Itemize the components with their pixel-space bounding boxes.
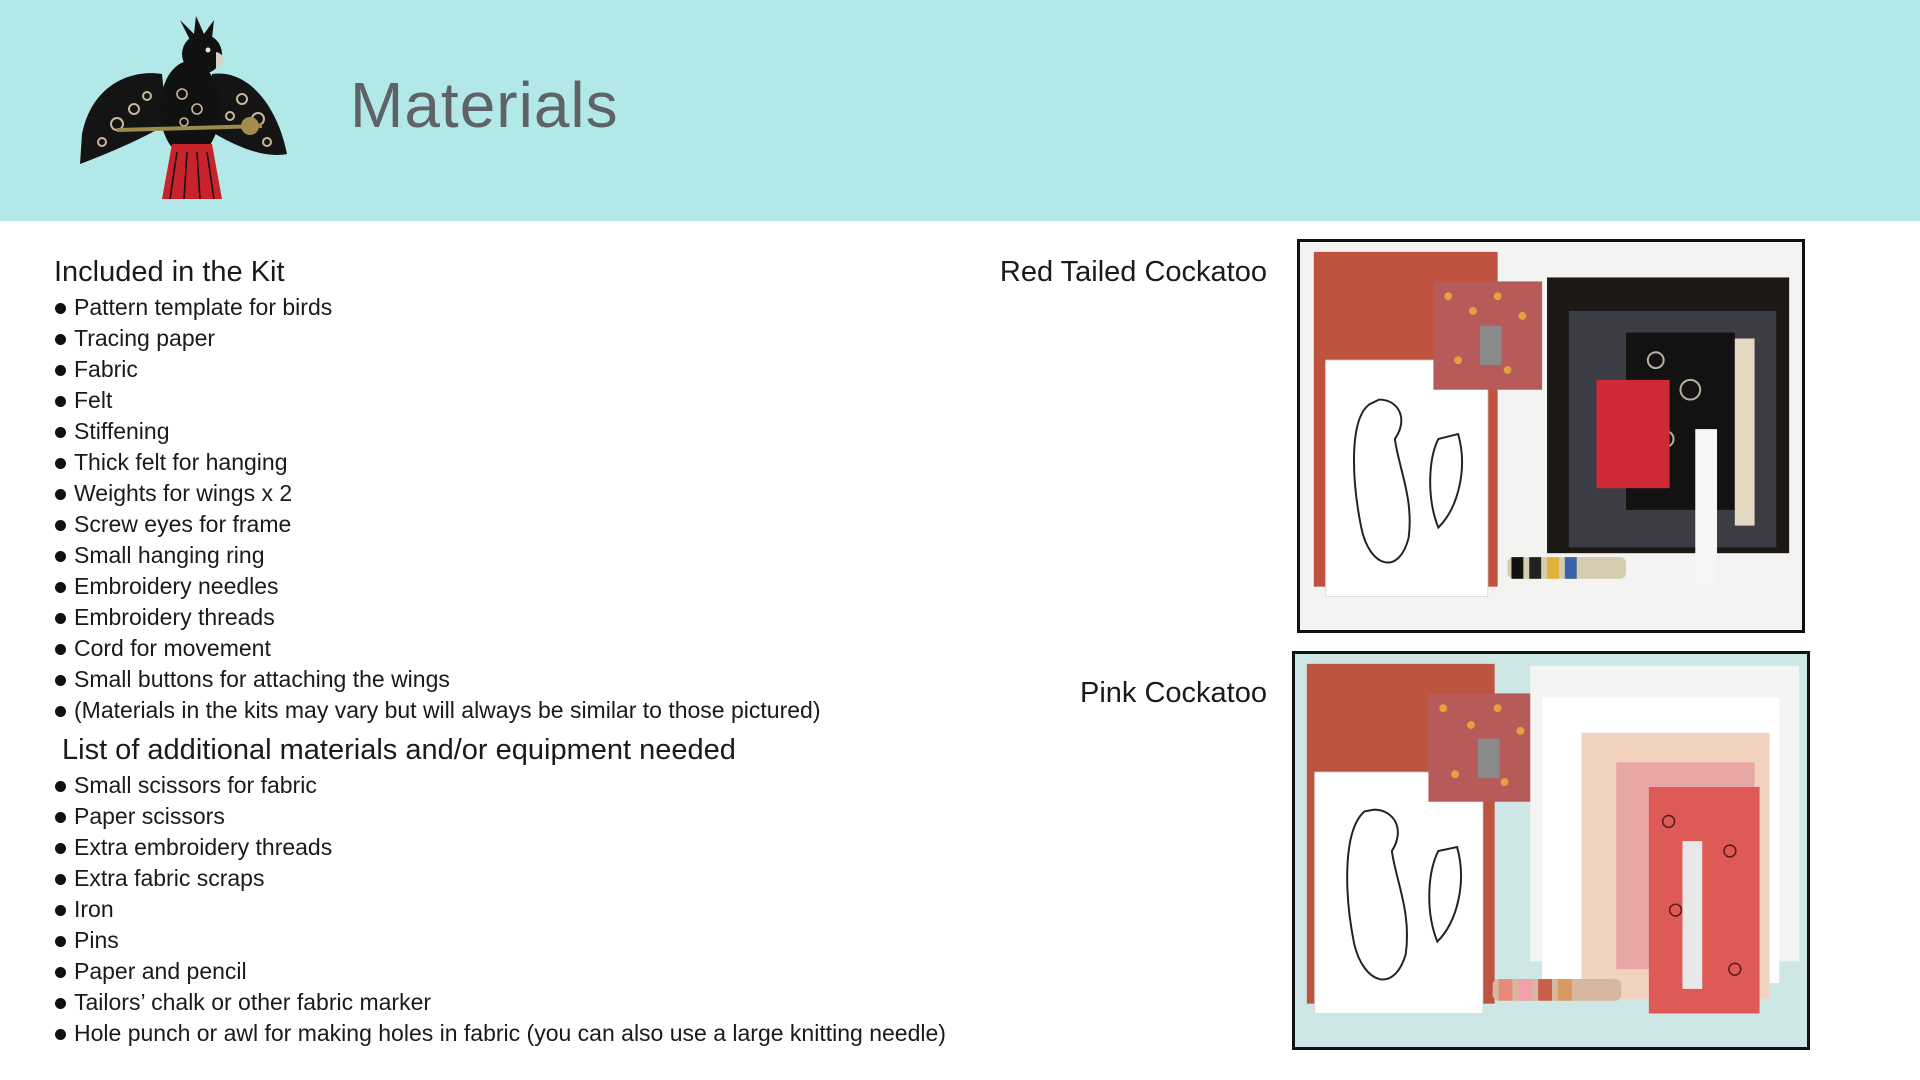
list-item: Tracing paper [54,323,974,354]
additional-materials-list [54,770,974,1049]
list-item: (Materials in the kits may vary but will always be similar to those pictured) [54,695,974,726]
bullet-icon [55,334,66,345]
list-item: Fabric [54,354,974,385]
bullet-icon [55,706,66,717]
list-item: Extra fabric scraps [54,863,974,894]
list-item: Pins [54,925,974,956]
bullet-icon [55,905,66,916]
included-kit-list [54,292,974,726]
list-item: Screw eyes for frame [54,509,974,540]
bullet-icon [55,303,66,314]
bullet-icon [55,520,66,531]
pink-cockatoo-label: Pink Cockatoo [1080,677,1267,709]
cockatoo-logo-icon [62,14,294,208]
bullet-icon [55,396,66,407]
red-tailed-cockatoo-kit-photo [1297,239,1805,633]
list-item: Hole punch or awl for making holes in fabric (you can also use a large knitting needle) [54,1018,974,1049]
bullet-icon [55,458,66,469]
bullet-icon [55,1029,66,1040]
bullet-icon [55,489,66,500]
list-item: Embroidery threads [54,602,974,633]
bullet-icon [55,967,66,978]
materials-list-column [54,254,974,1049]
list-item: Small scissors for fabric [54,770,974,801]
red-tailed-cockatoo-label: Red Tailed Cockatoo [999,256,1267,288]
list-item: Pattern template for birds [54,292,974,323]
bullet-icon [55,936,66,947]
additional-materials-heading: List of additional materials and/or equipment needed [62,734,736,766]
bullet-icon [55,675,66,686]
list-item: Tailors’ chalk or other fabric marker [54,987,974,1018]
list-item: Felt [54,385,974,416]
bullet-icon [55,427,66,438]
bullet-icon [55,644,66,655]
list-item: Paper and pencil [54,956,974,987]
bullet-icon [55,843,66,854]
list-item: Paper scissors [54,801,974,832]
bullet-icon [55,551,66,562]
list-item: Small buttons for attaching the wings [54,664,974,695]
list-item: Embroidery needles [54,571,974,602]
pink-cockatoo-kit-photo [1292,651,1810,1050]
list-item: Weights for wings x 2 [54,478,974,509]
bullet-icon [55,874,66,885]
included-kit-heading: Included in the Kit [54,256,285,288]
list-item: Stiffening [54,416,974,447]
bullet-icon [55,812,66,823]
list-item: Iron [54,894,974,925]
list-item: Cord for movement [54,633,974,664]
bullet-icon [55,781,66,792]
page-title: Materials [350,69,619,141]
list-item: Thick felt for hanging [54,447,974,478]
header-banner [0,0,1920,221]
bullet-icon [55,998,66,1009]
list-item: Extra embroidery threads [54,832,974,863]
bullet-icon [55,582,66,593]
bullet-icon [55,613,66,624]
bullet-icon [55,365,66,376]
list-item: Small hanging ring [54,540,974,571]
